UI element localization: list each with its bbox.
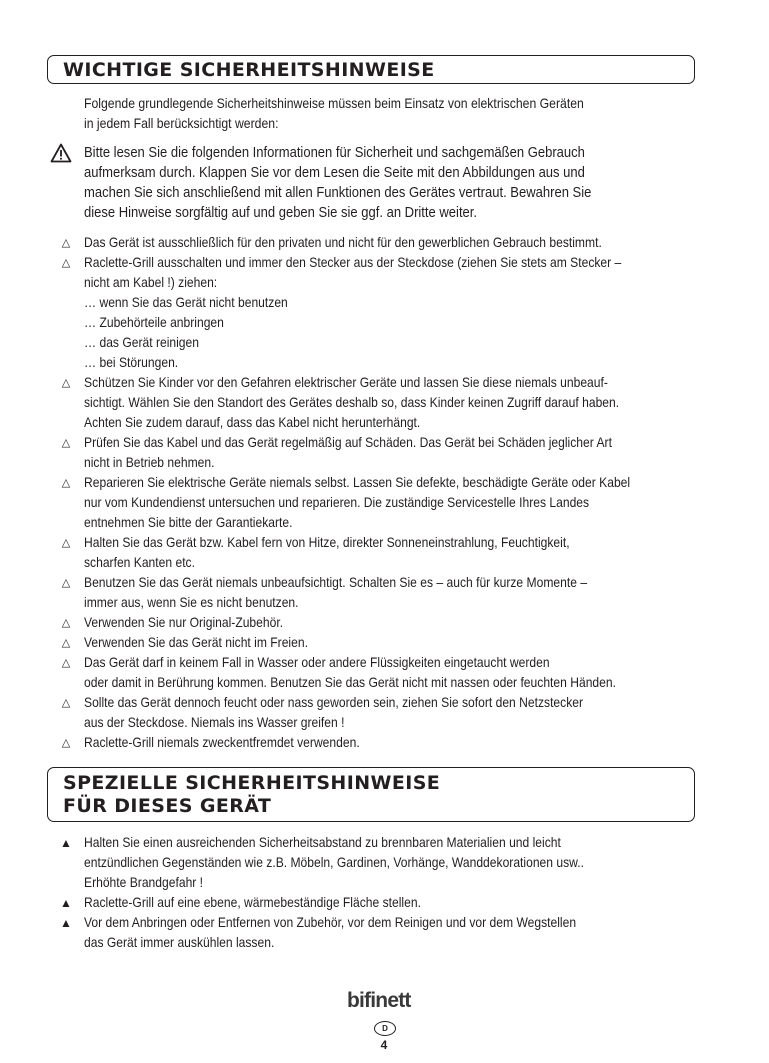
list-item-line: Achten Sie zudem darauf, dass das Kabel nicht herunterhängt.	[84, 415, 421, 430]
list-item-line: Schützen Sie Kinder vor den Gefahren elektrischer Geräte und lassen Sie diese niemals unbeauf-	[84, 375, 608, 390]
list-item-line: oder damit in Berührung kommen. Benutzen Sie das Gerät nicht mit nassen oder feuchten Händen.	[84, 675, 616, 690]
list-item	[0, 633, 769, 653]
list-item-line: … Zubehörteile anbringen	[84, 315, 224, 330]
bullet-triangle-icon: △	[61, 657, 71, 669]
list-item-line: Reparieren Sie elektrische Geräte niemals selbst. Lassen Sie defekte, beschädigte Geräte oder Kabel	[84, 475, 631, 490]
page-number: 4	[380, 1038, 388, 1052]
list-item-text	[84, 653, 707, 693]
intro-line: Folgende grundlegende Sicherheitshinweise müssen beim Einsatz von elektrischen Geräten	[84, 96, 584, 111]
bullet-triangle-icon: ▲	[60, 896, 72, 910]
list-item-text	[84, 573, 707, 613]
list-item-line: … das Gerät reinigen	[84, 335, 200, 350]
section-title-line: FÜR DIESES GERÄT	[63, 795, 272, 817]
brand-logo-mark	[345, 985, 425, 1017]
list-item-line: entnehmen Sie bitte der Garantiekarte.	[84, 515, 293, 530]
list-item	[0, 653, 769, 693]
list-item	[0, 433, 769, 473]
list-item-text	[84, 433, 707, 473]
bullet-triangle-icon: △	[61, 377, 71, 389]
warning-line: machen Sie sich anschließend mit allen Funktionen des Gerätes vertraut. Bewahren Sie	[84, 185, 592, 201]
list-item-line: Erhöhte Brandgefahr !	[84, 875, 204, 890]
list-item	[0, 833, 769, 893]
list-item	[0, 693, 769, 733]
list-item-line: entzündlichen Gegenständen wie z.B. Möbeln, Gardinen, Vorhänge, Wanddekorationen usw..	[84, 855, 584, 870]
bullet-triangle-icon: △	[61, 617, 71, 629]
list-item	[0, 913, 769, 953]
list-item-line: scharfen Kanten etc.	[84, 555, 195, 570]
section-title-line: SPEZIELLE SICHERHEITSHINWEISE	[63, 772, 441, 794]
brand-logo-text: bifinett	[347, 989, 411, 1012]
list-item	[0, 893, 769, 913]
bullet-triangle-icon: △	[61, 237, 71, 249]
list-item-line: Das Gerät darf in keinem Fall in Wasser oder andere Flüssigkeiten eingetaucht werden	[84, 655, 550, 670]
list-item	[0, 373, 769, 433]
list-item-line: Verwenden Sie das Gerät nicht im Freien.	[84, 635, 308, 650]
list-item-line: nicht am Kabel !) ziehen:	[84, 275, 218, 290]
list-item-text	[84, 913, 707, 953]
list-item-line: Das Gerät ist ausschließlich für den privaten und nicht für den gewerblichen Gebrauch bestimmt.	[84, 235, 602, 250]
warning-line: aufmerksam durch. Klappen Sie vor dem Lesen die Seite mit den Abbildungen aus und	[84, 165, 585, 181]
bullet-triangle-icon: ▲	[60, 916, 72, 930]
language-badge: D	[374, 1021, 396, 1036]
list-item-text	[84, 893, 707, 913]
list-item-text	[84, 373, 707, 433]
list-item-line: nur vom Kundendienst untersuchen und reparieren. Die zuständige Servicestelle Ihres Landes	[84, 495, 590, 510]
list-item-line: Halten Sie das Gerät bzw. Kabel fern von Hitze, direkter Sonneneinstrahlung, Feuchtigkeit,	[84, 535, 570, 550]
bullet-triangle-icon: △	[61, 697, 71, 709]
general-safety-list	[0, 233, 769, 753]
bullet-triangle-icon: △	[61, 577, 71, 589]
bullet-triangle-icon: △	[61, 437, 71, 449]
list-item	[0, 233, 769, 253]
list-item	[0, 253, 769, 373]
list-item-line: Raclette-Grill auf eine ebene, wärmebeständige Fläche stellen.	[84, 895, 421, 910]
list-item-line: Benutzen Sie das Gerät niemals unbeaufsichtigt. Schalten Sie es – auch für kurze Momente –	[84, 575, 588, 590]
list-item-text	[84, 473, 707, 533]
list-item	[0, 733, 769, 753]
list-item-line: Halten Sie einen ausreichenden Sicherheitsabstand zu brennbaren Materialien und leicht	[84, 835, 561, 850]
section-title-device-specific-safety	[47, 767, 695, 822]
list-item	[0, 573, 769, 613]
list-item-line: Prüfen Sie das Kabel und das Gerät regelmäßig auf Schäden. Das Gerät bei Schäden jeglicher Art	[84, 435, 612, 450]
warning-line: diese Hinweise sorgfältig auf und geben Sie sie ggf. an Dritte weiter.	[84, 205, 478, 221]
list-item-text	[84, 533, 707, 573]
device-safety-list	[0, 833, 769, 953]
warning-triangle-icon	[50, 143, 72, 163]
list-item-text	[84, 693, 707, 733]
list-item-text	[84, 633, 707, 653]
intro-paragraph	[84, 94, 624, 134]
list-item-text	[84, 733, 707, 753]
list-item-line: nicht in Betrieb nehmen.	[84, 455, 215, 470]
list-item-line: … bei Störungen.	[84, 355, 179, 370]
list-item-line: Raclette-Grill ausschalten und immer den Stecker aus der Steckdose (ziehen Sie stets am Stecker –	[84, 255, 622, 270]
list-item	[0, 473, 769, 533]
list-item-line: Vor dem Anbringen oder Entfernen von Zubehör, vor dem Reinigen und vor dem Wegstellen	[84, 915, 577, 930]
list-item-text	[84, 233, 707, 253]
list-item	[0, 533, 769, 573]
list-item-line: aus der Steckdose. Niemals ins Wasser greifen !	[84, 715, 345, 730]
list-item-text	[84, 833, 707, 893]
list-item-line: Raclette-Grill niemals zweckentfremdet verwenden.	[84, 735, 360, 750]
bullet-triangle-icon: △	[61, 257, 71, 269]
list-item-line: sichtigt. Wählen Sie den Standort des Gerätes deshalb so, dass Kinder keinen Zugriff darauf haben.	[84, 395, 620, 410]
list-item-text	[84, 613, 707, 633]
warning-line: Bitte lesen Sie die folgenden Informationen für Sicherheit und sachgemäßen Gebrauch	[84, 145, 585, 161]
brand-logo	[345, 985, 425, 1017]
bullet-triangle-icon: △	[61, 477, 71, 489]
bullet-triangle-icon: ▲	[60, 836, 72, 850]
bullet-triangle-icon: △	[61, 737, 71, 749]
bullet-triangle-icon: △	[61, 637, 71, 649]
intro-line: in jedem Fall berücksichtigt werden:	[84, 116, 279, 131]
list-item-text	[84, 253, 707, 373]
list-item-line: Sollte das Gerät dennoch feucht oder nass geworden sein, ziehen Sie sofort den Netzstecker	[84, 695, 584, 710]
list-item-line: das Gerät immer auskühlen lassen.	[84, 935, 275, 950]
warning-text	[84, 143, 700, 223]
list-item	[0, 613, 769, 633]
bullet-triangle-icon: △	[61, 537, 71, 549]
section-title-important-safety: WICHTIGE SICHERHEITSHINWEISE	[47, 55, 695, 84]
list-item-line: immer aus, wenn Sie es nicht benutzen.	[84, 595, 299, 610]
list-item-line: Verwenden Sie nur Original-Zubehör.	[84, 615, 284, 630]
list-item-line: … wenn Sie das Gerät nicht benutzen	[84, 295, 288, 310]
